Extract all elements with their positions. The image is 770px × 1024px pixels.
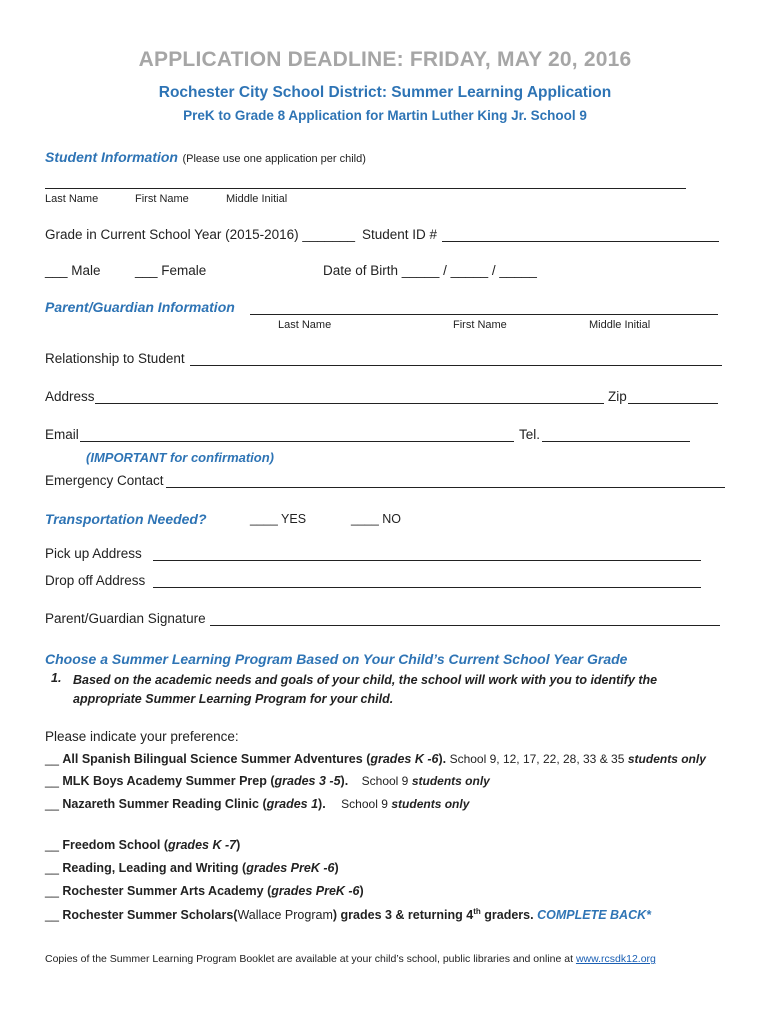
- instruction-text: Based on the academic needs and goals of your child, the school will work with you to identify the appropriate Summer Learning Program for your child.: [73, 673, 658, 706]
- programs-heading: Choose a Summer Learning Program Based on Your Child’s Current School Year Grade: [45, 651, 628, 667]
- relationship-label: Relationship to Student: [45, 351, 185, 366]
- program-blank: __: [45, 884, 59, 898]
- grade-field[interactable]: Grade in Current School Year (2015-2016) _______: [45, 227, 355, 242]
- parent-name-field[interactable]: [250, 314, 718, 315]
- parent-first-name-label: First Name: [453, 319, 507, 331]
- program-blank: __: [45, 774, 59, 788]
- program-note-emphasis: students only: [391, 797, 470, 811]
- student-last-name-label: Last Name: [45, 193, 99, 205]
- instruction-number: 1.: [51, 671, 62, 685]
- pickup-label: Pick up Address: [45, 546, 142, 561]
- email-field[interactable]: [80, 441, 514, 442]
- important-note: (IMPORTANT for confirmation): [86, 450, 275, 465]
- transport-yes-checkbox[interactable]: ____ YES: [250, 512, 307, 526]
- program-grades: grades 1: [266, 797, 319, 811]
- student-info-section: [45, 149, 366, 167]
- program-grades: grades K -7: [167, 838, 237, 852]
- program-name: Rochester Summer Scholars: [62, 908, 234, 923]
- tel-label: Tel.: [519, 427, 541, 442]
- program-name: Nazareth Summer Reading Clinic: [62, 797, 259, 811]
- male-checkbox[interactable]: ___ Male: [45, 263, 101, 278]
- program-grades: grades PreK -6: [246, 861, 335, 875]
- form-subtitle: PreK to Grade 8 Application for Martin Luther King Jr. School 9: [183, 108, 587, 123]
- program-graders: graders.: [484, 908, 534, 923]
- student-name-field[interactable]: [45, 188, 686, 189]
- student-info-heading: Student Information: [45, 149, 178, 165]
- dropoff-field[interactable]: [153, 587, 701, 588]
- student-id-field[interactable]: [442, 241, 719, 242]
- program-name: Reading, Leading and Writing: [62, 861, 239, 875]
- program-grades: grades K -6: [370, 752, 439, 766]
- program-item-arts[interactable]: __ Rochester Summer Arts Academy (grades PreK -6): [45, 884, 364, 898]
- program-item-nazareth[interactable]: __ Nazareth Summer Reading Clinic (grades 1). School 9 students only: [45, 797, 470, 811]
- transport-no-checkbox[interactable]: ____ NO: [351, 512, 402, 526]
- signature-label: Parent/Guardian Signature: [45, 611, 206, 626]
- program-item-reading[interactable]: __ Reading, Leading and Writing (grades PreK -6): [45, 861, 339, 875]
- female-checkbox[interactable]: ___ Female: [135, 263, 207, 278]
- program-name: All Spanish Bilingual Science Summer Adventures: [62, 752, 363, 766]
- form-title: Rochester City School District: Summer Learning Application: [158, 84, 612, 101]
- address-label: Address: [45, 389, 95, 404]
- dropoff-label: Drop off Address: [45, 573, 146, 588]
- program-note-emphasis: students only: [627, 752, 706, 766]
- program-wallace: Wallace Program: [237, 908, 333, 923]
- signature-field[interactable]: [210, 625, 720, 626]
- program-blank: __: [45, 908, 59, 923]
- program-note-emphasis: students only: [411, 774, 490, 788]
- email-label: Email: [45, 427, 79, 442]
- program-note: School 9, 12, 17, 22, 28, 33 & 35: [449, 752, 625, 766]
- relationship-field[interactable]: [190, 365, 722, 366]
- program-item-freedom[interactable]: __ Freedom School (grades K -7): [45, 838, 241, 852]
- emergency-field[interactable]: [166, 487, 725, 488]
- footer-text: Copies of the Summer Learning Program Booklet are available at your child’s school, public libraries and online at: [45, 953, 574, 965]
- student-info-note: (Please use one application per child): [182, 153, 366, 165]
- parent-last-name-label: Last Name: [278, 319, 332, 331]
- student-first-name-label: First Name: [135, 193, 189, 205]
- parent-info-heading: Parent/Guardian Information: [45, 299, 235, 315]
- program-name: Freedom School: [62, 838, 161, 852]
- program-name: MLK Boys Academy Summer Prep: [62, 774, 267, 788]
- complete-back-note: COMPLETE BACK*: [537, 908, 651, 923]
- student-middle-initial-label: Middle Initial: [226, 193, 288, 205]
- program-grades-sup: th: [473, 907, 481, 916]
- emergency-label: Emergency Contact: [45, 473, 164, 488]
- program-blank: __: [45, 861, 59, 875]
- program-grades: grades 3 & returning 4: [340, 908, 474, 923]
- program-item-scholars[interactable]: __ Rochester Summer Scholars(Wallace Program) grades 3 & returning 4th graders. COMPLETE BACK*: [45, 907, 651, 923]
- footer-link[interactable]: www.rcsdk12.org: [575, 953, 656, 965]
- student-id-label: Student ID #: [362, 227, 438, 242]
- program-note: School 9: [361, 774, 409, 788]
- program-item-spanish[interactable]: __ All Spanish Bilingual Science Summer Adventures (grades K -6). School 9, 12, 17, 22, 28, 33 & 35 students only: [45, 752, 706, 766]
- tel-field[interactable]: [542, 441, 690, 442]
- footer-note: [45, 953, 656, 965]
- program-blank: __: [45, 752, 59, 766]
- program-blank: __: [45, 838, 59, 852]
- dob-field[interactable]: Date of Birth _____ / _____ / _____: [323, 263, 537, 278]
- program-blank: __: [45, 797, 59, 811]
- preference-label: Please indicate your preference:: [45, 729, 239, 744]
- deadline-banner: APPLICATION DEADLINE: FRIDAY, MAY 20, 2016: [138, 48, 632, 71]
- address-field[interactable]: [95, 403, 604, 404]
- program-note: School 9: [341, 797, 388, 811]
- transport-heading: Transportation Needed?: [45, 511, 207, 527]
- program-item-mlk-boys[interactable]: __ MLK Boys Academy Summer Prep (grades 3 -5). School 9 students only: [45, 774, 490, 788]
- pickup-field[interactable]: [153, 560, 701, 561]
- program-grades: grades 3 -5: [274, 774, 341, 788]
- program-name: Rochester Summer Arts Academy: [62, 884, 264, 898]
- zip-field[interactable]: [628, 403, 718, 404]
- zip-label: Zip: [608, 389, 627, 404]
- parent-middle-initial-label: Middle Initial: [589, 319, 651, 331]
- program-grades: grades PreK -6: [271, 884, 360, 898]
